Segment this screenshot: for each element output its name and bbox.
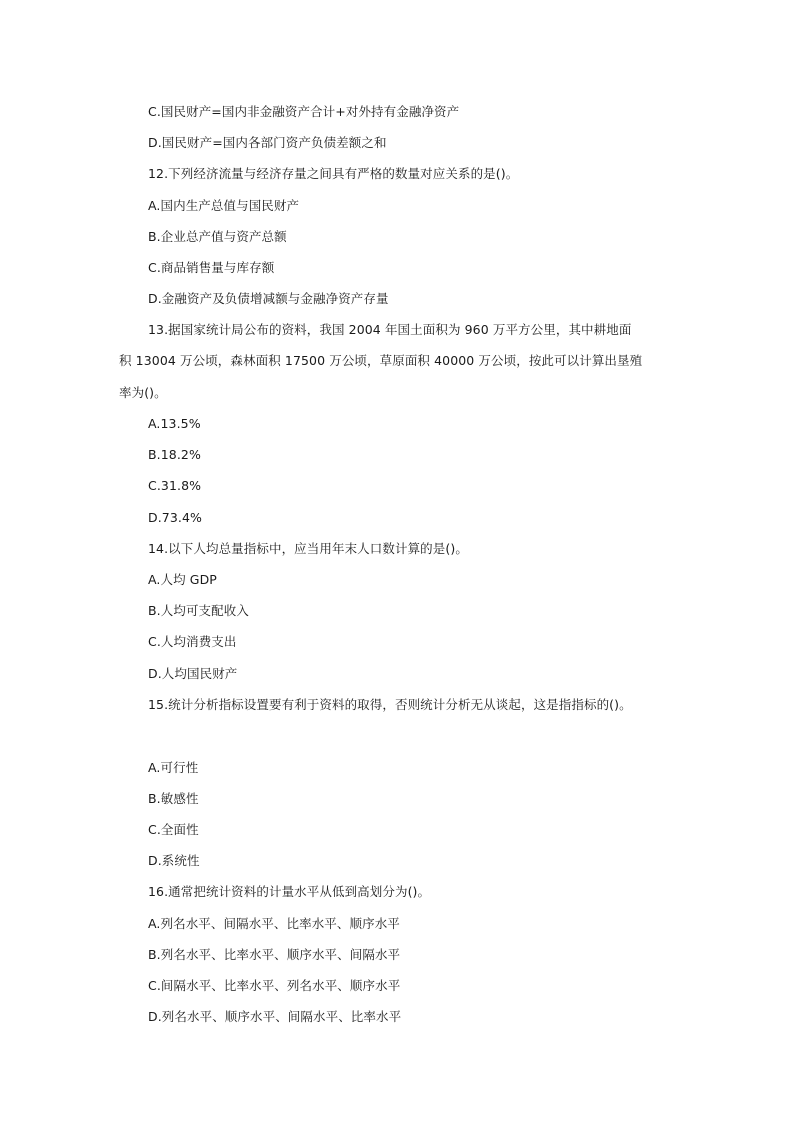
question-15: 15.统计分析指标设置要有利于资料的取得，否则统计分析无从谈起，这是指指标的()。	[148, 697, 632, 712]
option-c-q12: C.商品销售量与库存额	[148, 260, 275, 275]
question-12: 12.下列经济流量与经济存量之间具有严格的数量对应关系的是()。	[148, 166, 519, 181]
question-14: 14.以下人均总量指标中，应当用年末人口数计算的是()。	[148, 541, 468, 556]
option-b-q14: B.人均可支配收入	[148, 603, 249, 618]
option-a-q15: A.可行性	[148, 760, 199, 775]
question-13-line-1: 13.据国家统计局公布的资料，我国 2004 年国土面积为 960 万平方公里，其中耕地面	[148, 322, 632, 337]
option-c-q14: C.人均消费支出	[148, 634, 237, 649]
option-a-q14: A.人均 GDP	[148, 572, 217, 587]
option-a-q16: A.列名水平、间隔水平、比率水平、顺序水平	[148, 916, 400, 931]
question-13-line-3: 率为()。	[119, 385, 167, 400]
question-13-line-2: 积 13004 万公顷，森林面积 17500 万公顷，草原面积 40000 万公顷，按此可以计算出垦殖	[119, 353, 643, 368]
option-d-q16: D.列名水平、顺序水平、间隔水平、比率水平	[148, 1009, 402, 1024]
option-c-q13: C.31.8%	[148, 478, 202, 493]
option-c-q16: C.间隔水平、比率水平、列名水平、顺序水平	[148, 978, 401, 993]
option-b-q13: B.18.2%	[148, 447, 201, 462]
question-16: 16.通常把统计资料的计量水平从低到高划分为()。	[148, 884, 431, 899]
option-d-q12: D.金融资产及负债增减额与金融净资产存量	[148, 291, 389, 306]
option-d-q11: D.国民财产=国内各部门资产负债差额之和	[148, 135, 387, 150]
option-b-q15: B.敏感性	[148, 791, 199, 806]
option-a-q12: A.国内生产总值与国民财产	[148, 198, 300, 213]
option-d-q15: D.系统性	[148, 853, 200, 868]
option-c-q15: C.全面性	[148, 822, 199, 837]
option-d-q14: D.人均国民财产	[148, 666, 238, 681]
option-d-q13: D.73.4%	[148, 510, 203, 525]
option-a-q13: A.13.5%	[148, 416, 201, 431]
option-c-q11: C.国民财产=国内非金融资产合计+对外持有金融净资产	[148, 104, 460, 119]
option-b-q16: B.列名水平、比率水平、顺序水平、间隔水平	[148, 947, 401, 962]
option-b-q12: B.企业总产值与资产总额	[148, 229, 287, 244]
